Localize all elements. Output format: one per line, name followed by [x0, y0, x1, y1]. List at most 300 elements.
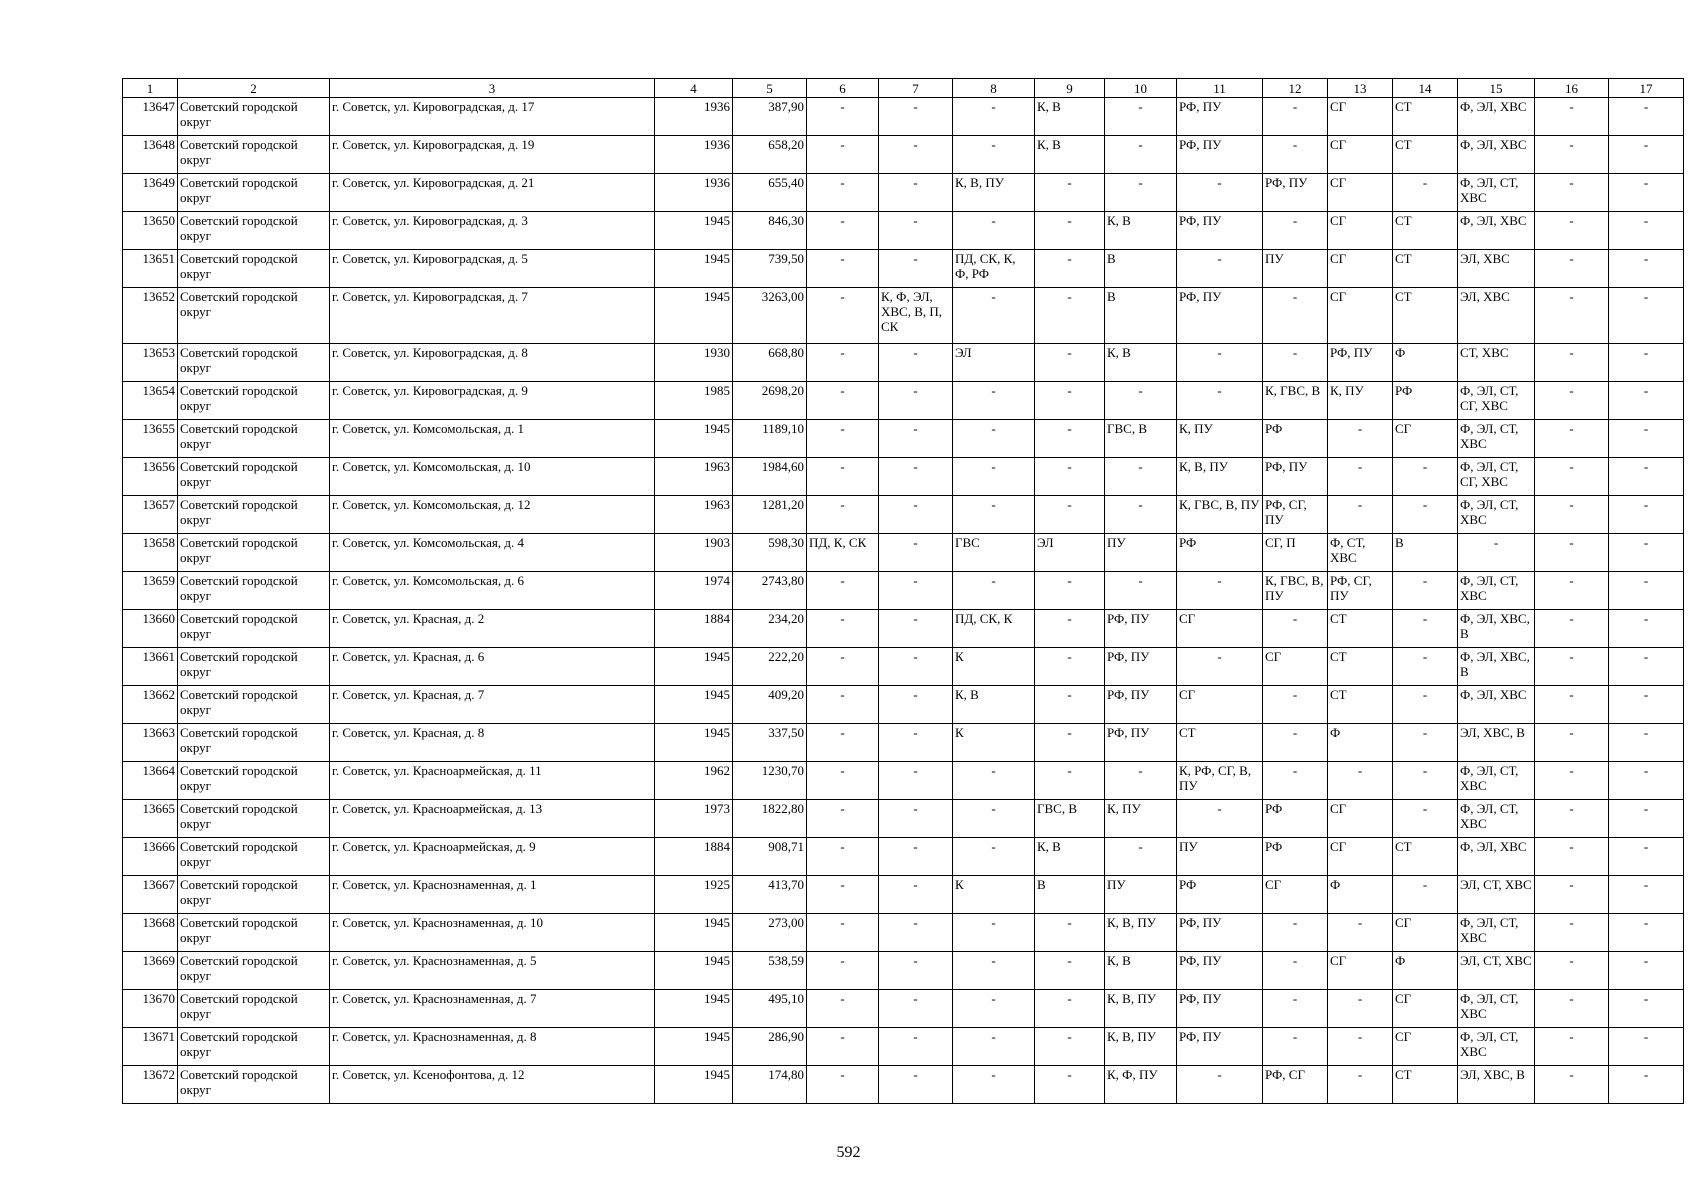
- table-cell-col-17: -: [1609, 648, 1684, 686]
- table-row: [123, 212, 1684, 250]
- table-cell-col-8: К, В, ПУ: [953, 174, 1035, 212]
- table-cell-col-1: 13656: [123, 458, 178, 496]
- table-cell-col-1: 13653: [123, 344, 178, 382]
- table-cell-col-11: -: [1177, 800, 1263, 838]
- table-cell-col-4: 1985: [655, 382, 733, 420]
- table-cell-col-9: -: [1035, 990, 1105, 1028]
- table-cell-col-15: СТ, ХВС: [1458, 344, 1535, 382]
- table-cell-col-2: Советский городской округ: [178, 572, 330, 610]
- table-cell-col-14: -: [1393, 174, 1458, 212]
- table-cell-col-4: 1936: [655, 174, 733, 212]
- table-cell-col-12: -: [1263, 136, 1328, 174]
- table-cell-col-3: г. Советск, ул. Краснознаменная, д. 7: [330, 990, 655, 1028]
- table-cell-col-2: Советский городской округ: [178, 990, 330, 1028]
- page-number: 592: [836, 1144, 861, 1161]
- table-cell-col-4: 1945: [655, 420, 733, 458]
- table-cell-col-13: СГ: [1328, 136, 1393, 174]
- table-cell-col-9: -: [1035, 420, 1105, 458]
- table-cell-col-15: Ф, ЭЛ, СТ, СГ, ХВС: [1458, 458, 1535, 496]
- table-cell-col-16: -: [1535, 420, 1609, 458]
- table-cell-col-17: -: [1609, 952, 1684, 990]
- table-cell-col-9: -: [1035, 212, 1105, 250]
- table-cell-col-14: СГ: [1393, 420, 1458, 458]
- table-cell-col-5: 655,40: [733, 174, 807, 212]
- table-cell-col-3: г. Советск, ул. Комсомольская, д. 10: [330, 458, 655, 496]
- table-cell-col-13: -: [1328, 1066, 1393, 1104]
- table-cell-col-9: -: [1035, 458, 1105, 496]
- table-cell-col-4: 1945: [655, 952, 733, 990]
- table-cell-col-5: 174,80: [733, 1066, 807, 1104]
- table-cell-col-16: -: [1535, 572, 1609, 610]
- table-cell-col-11: К, ПУ: [1177, 420, 1263, 458]
- table-cell-col-7: -: [879, 876, 953, 914]
- table-cell-col-14: СТ: [1393, 838, 1458, 876]
- table-cell-col-2: Советский городской округ: [178, 136, 330, 174]
- table-cell-col-12: РФ: [1263, 800, 1328, 838]
- table-cell-col-4: 1903: [655, 534, 733, 572]
- table-row: [123, 136, 1684, 174]
- table-cell-col-3: г. Советск, ул. Кировоградская, д. 19: [330, 136, 655, 174]
- table-cell-col-11: РФ: [1177, 876, 1263, 914]
- table-cell-col-11: РФ, ПУ: [1177, 914, 1263, 952]
- column-header-17: 17: [1609, 79, 1684, 98]
- table-row: [123, 174, 1684, 212]
- table-cell-col-10: К, ПУ: [1105, 800, 1177, 838]
- column-header-3: 3: [330, 79, 655, 98]
- table-cell-col-16: -: [1535, 496, 1609, 534]
- table-cell-col-7: -: [879, 800, 953, 838]
- table-cell-col-7: -: [879, 724, 953, 762]
- table-cell-col-5: 1230,70: [733, 762, 807, 800]
- table-cell-col-2: Советский городской округ: [178, 876, 330, 914]
- table-cell-col-1: 13666: [123, 838, 178, 876]
- table-cell-col-17: -: [1609, 1066, 1684, 1104]
- table-cell-col-13: СГ: [1328, 800, 1393, 838]
- table-cell-col-15: Ф, ЭЛ, ХВС: [1458, 98, 1535, 136]
- table-cell-col-5: 1281,20: [733, 496, 807, 534]
- table-cell-col-5: 387,90: [733, 98, 807, 136]
- table-cell-col-16: -: [1535, 990, 1609, 1028]
- table-cell-col-16: -: [1535, 762, 1609, 800]
- table-cell-col-4: 1945: [655, 724, 733, 762]
- table-cell-col-3: г. Советск, ул. Красная, д. 6: [330, 648, 655, 686]
- table-cell-col-12: СГ, П: [1263, 534, 1328, 572]
- table-cell-col-10: -: [1105, 382, 1177, 420]
- table-cell-col-5: 538,59: [733, 952, 807, 990]
- table-cell-col-5: 2698,20: [733, 382, 807, 420]
- table-cell-col-4: 1930: [655, 344, 733, 382]
- table-cell-col-2: Советский городской округ: [178, 686, 330, 724]
- table-cell-col-2: Советский городской округ: [178, 762, 330, 800]
- table-cell-col-15: Ф, ЭЛ, СТ, ХВС: [1458, 990, 1535, 1028]
- table-cell-col-17: -: [1609, 800, 1684, 838]
- table-cell-col-7: -: [879, 344, 953, 382]
- table-cell-col-16: -: [1535, 686, 1609, 724]
- table-cell-col-3: г. Советск, ул. Кировоградская, д. 5: [330, 250, 655, 288]
- table-cell-col-10: РФ, ПУ: [1105, 648, 1177, 686]
- table-cell-col-10: ПУ: [1105, 534, 1177, 572]
- column-header-8: 8: [953, 79, 1035, 98]
- table-cell-col-9: -: [1035, 1028, 1105, 1066]
- table-cell-col-11: РФ, ПУ: [1177, 1028, 1263, 1066]
- table-cell-col-10: ГВС, В: [1105, 420, 1177, 458]
- table-cell-col-14: -: [1393, 572, 1458, 610]
- table-cell-col-13: СТ: [1328, 686, 1393, 724]
- table-row: [123, 914, 1684, 952]
- table-cell-col-13: Ф, СТ, ХВС: [1328, 534, 1393, 572]
- table-row: [123, 762, 1684, 800]
- table-cell-col-12: -: [1263, 762, 1328, 800]
- table-cell-col-4: 1945: [655, 250, 733, 288]
- table-cell-col-5: 739,50: [733, 250, 807, 288]
- table-cell-col-12: -: [1263, 686, 1328, 724]
- table-row: [123, 1066, 1684, 1104]
- table-cell-col-14: СТ: [1393, 1066, 1458, 1104]
- table-cell-col-3: г. Советск, ул. Краснознаменная, д. 10: [330, 914, 655, 952]
- table-cell-col-17: -: [1609, 610, 1684, 648]
- table-cell-col-13: -: [1328, 496, 1393, 534]
- table-cell-col-1: 13648: [123, 136, 178, 174]
- table-cell-col-4: 1945: [655, 914, 733, 952]
- table-cell-col-8: К, В: [953, 686, 1035, 724]
- table-cell-col-6: -: [807, 838, 879, 876]
- table-cell-col-12: -: [1263, 212, 1328, 250]
- table-cell-col-9: -: [1035, 952, 1105, 990]
- table-cell-col-6: -: [807, 98, 879, 136]
- table-cell-col-5: 1822,80: [733, 800, 807, 838]
- table-cell-col-10: -: [1105, 838, 1177, 876]
- table-cell-col-1: 13667: [123, 876, 178, 914]
- table-cell-col-9: К, В: [1035, 98, 1105, 136]
- table-cell-col-10: РФ, ПУ: [1105, 686, 1177, 724]
- table-cell-col-10: РФ, ПУ: [1105, 724, 1177, 762]
- table-cell-col-16: -: [1535, 952, 1609, 990]
- table-cell-col-12: СГ: [1263, 876, 1328, 914]
- table-cell-col-13: СГ: [1328, 250, 1393, 288]
- table-row: [123, 990, 1684, 1028]
- table-cell-col-1: 13651: [123, 250, 178, 288]
- table-cell-col-15: Ф, ЭЛ, СТ, СГ, ХВС: [1458, 382, 1535, 420]
- table-cell-col-17: -: [1609, 990, 1684, 1028]
- table-cell-col-8: К: [953, 724, 1035, 762]
- table-cell-col-6: -: [807, 458, 879, 496]
- table-cell-col-6: -: [807, 136, 879, 174]
- table-cell-col-15: -: [1458, 534, 1535, 572]
- table-cell-col-5: 337,50: [733, 724, 807, 762]
- column-number-header-row: [123, 79, 1684, 98]
- table-cell-col-4: 1936: [655, 136, 733, 174]
- table-cell-col-6: -: [807, 496, 879, 534]
- table-cell-col-12: -: [1263, 990, 1328, 1028]
- table-cell-col-13: СГ: [1328, 212, 1393, 250]
- table-cell-col-3: г. Советск, ул. Краснознаменная, д. 1: [330, 876, 655, 914]
- table-cell-col-13: К, ПУ: [1328, 382, 1393, 420]
- table-cell-col-17: -: [1609, 876, 1684, 914]
- table-cell-col-16: -: [1535, 1028, 1609, 1066]
- table-cell-col-17: -: [1609, 382, 1684, 420]
- table-cell-col-14: -: [1393, 876, 1458, 914]
- table-cell-col-14: -: [1393, 762, 1458, 800]
- table-cell-col-11: СГ: [1177, 610, 1263, 648]
- table-cell-col-15: Ф, ЭЛ, ХВС: [1458, 838, 1535, 876]
- table-cell-col-3: г. Советск, ул. Комсомольская, д. 6: [330, 572, 655, 610]
- table-cell-col-8: -: [953, 572, 1035, 610]
- table-cell-col-16: -: [1535, 212, 1609, 250]
- table-cell-col-6: -: [807, 250, 879, 288]
- table-cell-col-7: -: [879, 212, 953, 250]
- column-header-7: 7: [879, 79, 953, 98]
- table-cell-col-11: К, В, ПУ: [1177, 458, 1263, 496]
- table-cell-col-12: -: [1263, 610, 1328, 648]
- table-cell-col-2: Советский городской округ: [178, 174, 330, 212]
- table-cell-col-13: -: [1328, 914, 1393, 952]
- table-cell-col-17: -: [1609, 572, 1684, 610]
- table-cell-col-14: СТ: [1393, 136, 1458, 174]
- table-cell-col-13: РФ, СГ, ПУ: [1328, 572, 1393, 610]
- table-cell-col-8: -: [953, 800, 1035, 838]
- table-cell-col-9: К, В: [1035, 136, 1105, 174]
- table-cell-col-1: 13668: [123, 914, 178, 952]
- column-header-6: 6: [807, 79, 879, 98]
- table-cell-col-12: -: [1263, 98, 1328, 136]
- table-cell-col-5: 495,10: [733, 990, 807, 1028]
- table-cell-col-12: К, ГВС, В, ПУ: [1263, 572, 1328, 610]
- table-cell-col-17: -: [1609, 838, 1684, 876]
- table-cell-col-8: К: [953, 648, 1035, 686]
- table-cell-col-12: РФ, ПУ: [1263, 458, 1328, 496]
- table-cell-col-8: ЭЛ: [953, 344, 1035, 382]
- column-header-15: 15: [1458, 79, 1535, 98]
- table-cell-col-2: Советский городской округ: [178, 250, 330, 288]
- table-cell-col-1: 13650: [123, 212, 178, 250]
- table-cell-col-14: СТ: [1393, 250, 1458, 288]
- table-cell-col-1: 13655: [123, 420, 178, 458]
- table-cell-col-3: г. Советск, ул. Кировоградская, д. 21: [330, 174, 655, 212]
- table-cell-col-2: Советский городской округ: [178, 952, 330, 990]
- table-cell-col-8: -: [953, 838, 1035, 876]
- table-row: [123, 288, 1684, 344]
- table-cell-col-2: Советский городской округ: [178, 344, 330, 382]
- table-cell-col-9: -: [1035, 288, 1105, 344]
- table-cell-col-1: 13670: [123, 990, 178, 1028]
- table-row: [123, 952, 1684, 990]
- table-cell-col-3: г. Советск, ул. Кировоградская, д. 7: [330, 288, 655, 344]
- table-cell-col-17: -: [1609, 288, 1684, 344]
- table-cell-col-15: Ф, ЭЛ, СТ, ХВС: [1458, 800, 1535, 838]
- column-header-14: 14: [1393, 79, 1458, 98]
- table-cell-col-13: -: [1328, 762, 1393, 800]
- table-cell-col-13: СГ: [1328, 174, 1393, 212]
- column-header-12: 12: [1263, 79, 1328, 98]
- table-cell-col-15: Ф, ЭЛ, СТ, ХВС: [1458, 496, 1535, 534]
- table-cell-col-14: РФ: [1393, 382, 1458, 420]
- table-cell-col-7: -: [879, 610, 953, 648]
- table-cell-col-14: -: [1393, 686, 1458, 724]
- table-row: [123, 838, 1684, 876]
- table-cell-col-8: -: [953, 136, 1035, 174]
- table-cell-col-10: -: [1105, 174, 1177, 212]
- table-cell-col-6: -: [807, 914, 879, 952]
- table-cell-col-2: Советский городской округ: [178, 914, 330, 952]
- table-cell-col-10: К, В, ПУ: [1105, 990, 1177, 1028]
- table-cell-col-10: -: [1105, 98, 1177, 136]
- table-cell-col-1: 13671: [123, 1028, 178, 1066]
- table-cell-col-14: СТ: [1393, 212, 1458, 250]
- table-cell-col-2: Советский городской округ: [178, 610, 330, 648]
- table-cell-col-1: 13661: [123, 648, 178, 686]
- table-cell-col-16: -: [1535, 344, 1609, 382]
- table-cell-col-10: К, В, ПУ: [1105, 914, 1177, 952]
- table-cell-col-11: СГ: [1177, 686, 1263, 724]
- column-header-5: 5: [733, 79, 807, 98]
- table-row: [123, 800, 1684, 838]
- table-cell-col-2: Советский городской округ: [178, 1066, 330, 1104]
- table-cell-col-14: СТ: [1393, 98, 1458, 136]
- table-cell-col-6: -: [807, 952, 879, 990]
- table-cell-col-4: 1884: [655, 838, 733, 876]
- table-cell-col-2: Советский городской округ: [178, 724, 330, 762]
- table-cell-col-10: РФ, ПУ: [1105, 610, 1177, 648]
- table-cell-col-6: -: [807, 800, 879, 838]
- table-cell-col-1: 13659: [123, 572, 178, 610]
- table-cell-col-11: РФ, ПУ: [1177, 136, 1263, 174]
- table-cell-col-4: 1945: [655, 990, 733, 1028]
- table-cell-col-12: -: [1263, 724, 1328, 762]
- table-cell-col-1: 13672: [123, 1066, 178, 1104]
- table-cell-col-4: 1945: [655, 1028, 733, 1066]
- table-cell-col-6: -: [807, 382, 879, 420]
- table-cell-col-7: -: [879, 648, 953, 686]
- table-cell-col-7: -: [879, 458, 953, 496]
- column-header-11: 11: [1177, 79, 1263, 98]
- table-cell-col-11: К, РФ, СГ, В, ПУ: [1177, 762, 1263, 800]
- table-row: [123, 686, 1684, 724]
- table-cell-col-16: -: [1535, 610, 1609, 648]
- table-cell-col-4: 1945: [655, 648, 733, 686]
- table-cell-col-12: -: [1263, 1028, 1328, 1066]
- table-cell-col-9: -: [1035, 382, 1105, 420]
- table-cell-col-13: -: [1328, 1028, 1393, 1066]
- table-cell-col-10: -: [1105, 572, 1177, 610]
- table-cell-col-3: г. Советск, ул. Красноармейская, д. 13: [330, 800, 655, 838]
- column-header-16: 16: [1535, 79, 1609, 98]
- table-cell-col-8: -: [953, 288, 1035, 344]
- table-cell-col-3: г. Советск, ул. Красноармейская, д. 11: [330, 762, 655, 800]
- table-cell-col-7: -: [879, 382, 953, 420]
- table-cell-col-15: Ф, ЭЛ, ХВС, В: [1458, 648, 1535, 686]
- table-cell-col-2: Советский городской округ: [178, 1028, 330, 1066]
- table-cell-col-2: Советский городской округ: [178, 838, 330, 876]
- table-cell-col-9: ЭЛ: [1035, 534, 1105, 572]
- table-cell-col-6: ПД, К, СК: [807, 534, 879, 572]
- table-cell-col-14: Ф: [1393, 952, 1458, 990]
- table-cell-col-8: -: [953, 1066, 1035, 1104]
- table-cell-col-8: -: [953, 212, 1035, 250]
- table-cell-col-15: Ф, ЭЛ, СТ, ХВС: [1458, 174, 1535, 212]
- table-cell-col-17: -: [1609, 174, 1684, 212]
- table-cell-col-3: г. Советск, ул. Комсомольская, д. 4: [330, 534, 655, 572]
- table-cell-col-15: ЭЛ, ХВС, В: [1458, 724, 1535, 762]
- table-cell-col-12: РФ: [1263, 420, 1328, 458]
- table-cell-col-7: -: [879, 990, 953, 1028]
- table-cell-col-17: -: [1609, 1028, 1684, 1066]
- table-cell-col-1: 13649: [123, 174, 178, 212]
- table-cell-col-11: -: [1177, 382, 1263, 420]
- table-cell-col-2: Советский городской округ: [178, 420, 330, 458]
- table-cell-col-10: -: [1105, 762, 1177, 800]
- table-row: [123, 724, 1684, 762]
- table-cell-col-5: 234,20: [733, 610, 807, 648]
- table-cell-col-11: РФ: [1177, 534, 1263, 572]
- table-cell-col-7: -: [879, 1028, 953, 1066]
- table-cell-col-5: 668,80: [733, 344, 807, 382]
- table-cell-col-15: ЭЛ, СТ, ХВС: [1458, 952, 1535, 990]
- table-cell-col-16: -: [1535, 1066, 1609, 1104]
- table-cell-col-7: -: [879, 534, 953, 572]
- table-cell-col-17: -: [1609, 762, 1684, 800]
- table-cell-col-7: -: [879, 952, 953, 990]
- table-cell-col-1: 13657: [123, 496, 178, 534]
- table-cell-col-16: -: [1535, 876, 1609, 914]
- table-row: [123, 534, 1684, 572]
- table-cell-col-8: -: [953, 1028, 1035, 1066]
- table-cell-col-6: -: [807, 344, 879, 382]
- table-cell-col-6: -: [807, 724, 879, 762]
- table-cell-col-1: 13654: [123, 382, 178, 420]
- table-cell-col-7: -: [879, 686, 953, 724]
- table-cell-col-14: СГ: [1393, 990, 1458, 1028]
- table-cell-col-11: -: [1177, 344, 1263, 382]
- table-cell-col-8: -: [953, 990, 1035, 1028]
- table-cell-col-14: -: [1393, 458, 1458, 496]
- table-cell-col-2: Советский городской округ: [178, 382, 330, 420]
- table-cell-col-17: -: [1609, 724, 1684, 762]
- table-cell-col-17: -: [1609, 914, 1684, 952]
- table-cell-col-6: -: [807, 420, 879, 458]
- table-cell-col-1: 13663: [123, 724, 178, 762]
- table-cell-col-5: 273,00: [733, 914, 807, 952]
- table-cell-col-11: РФ, ПУ: [1177, 98, 1263, 136]
- table-cell-col-14: СГ: [1393, 914, 1458, 952]
- table-cell-col-10: К, Ф, ПУ: [1105, 1066, 1177, 1104]
- table-cell-col-10: -: [1105, 458, 1177, 496]
- table-cell-col-15: Ф, ЭЛ, ХВС: [1458, 212, 1535, 250]
- table-cell-col-13: СТ: [1328, 610, 1393, 648]
- table-cell-col-3: г. Советск, ул. Кировоградская, д. 8: [330, 344, 655, 382]
- table-cell-col-15: ЭЛ, ХВС, В: [1458, 1066, 1535, 1104]
- table-cell-col-5: 658,20: [733, 136, 807, 174]
- table-cell-col-10: К, В: [1105, 212, 1177, 250]
- table-cell-col-8: -: [953, 458, 1035, 496]
- table-cell-col-14: -: [1393, 724, 1458, 762]
- table-cell-col-9: -: [1035, 250, 1105, 288]
- table-cell-col-12: -: [1263, 344, 1328, 382]
- table-cell-col-3: г. Советск, ул. Кировоградская, д. 17: [330, 98, 655, 136]
- table-cell-col-6: -: [807, 990, 879, 1028]
- table-cell-col-2: Советский городской округ: [178, 496, 330, 534]
- table-cell-col-9: К, В: [1035, 838, 1105, 876]
- table-cell-col-15: ЭЛ, ХВС: [1458, 250, 1535, 288]
- table-cell-col-7: -: [879, 838, 953, 876]
- table-row: [123, 344, 1684, 382]
- table-cell-col-7: -: [879, 420, 953, 458]
- table-cell-col-1: 13664: [123, 762, 178, 800]
- table-cell-col-8: ПД, СК, К: [953, 610, 1035, 648]
- column-header-2: 2: [178, 79, 330, 98]
- table-cell-col-15: ЭЛ, ХВС: [1458, 288, 1535, 344]
- table-cell-col-11: -: [1177, 1066, 1263, 1104]
- table-cell-col-14: -: [1393, 496, 1458, 534]
